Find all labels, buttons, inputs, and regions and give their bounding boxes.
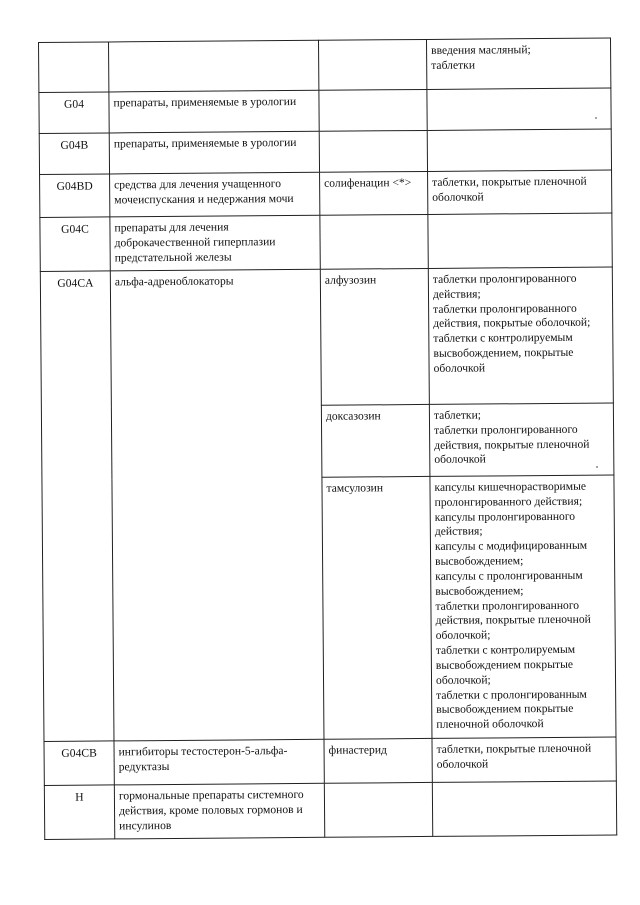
drug-name-cell xyxy=(319,130,427,172)
dosage-form-item: таблетки с пролонгированным высвобождением покрытые пленочной оболочкой xyxy=(436,687,587,732)
drug-name-cell xyxy=(318,39,426,90)
table-row xyxy=(40,170,612,217)
atc-code-cell: G04BD xyxy=(40,174,110,218)
drug-name-cell: финастерид xyxy=(324,738,432,783)
drug-name-cell xyxy=(320,214,428,269)
dosage-form-item: таблетки с контролируемым высвобождением, покрытые оболочкой xyxy=(433,331,574,375)
dosage-forms-cell xyxy=(429,403,614,476)
dosage-forms-cell xyxy=(427,129,611,171)
dosage-form-item: капсулы с модифицированным высвобождением; xyxy=(434,539,588,569)
dosage-forms-cell xyxy=(428,170,612,214)
dosage-forms-cell xyxy=(430,475,616,738)
dosage-forms-cell xyxy=(428,267,613,404)
table-row xyxy=(40,213,612,271)
drug-name-cell: тамсулозин xyxy=(322,476,432,739)
dosage-form-item: капсулы пролонгированного действия; xyxy=(434,509,576,539)
group-cell: средства для лечения учащенного мочеиспускания и недержания мочи xyxy=(110,172,320,217)
group-cell: препараты для лечения доброкачественной гиперплазии предстательной железы xyxy=(110,215,320,271)
dosage-form-item: таблетки пролонгированного действия, покрытые пленочной оболочкой xyxy=(434,422,590,467)
drug-name-cell: доксазозин xyxy=(321,404,430,477)
drug-name-cell xyxy=(324,782,432,837)
dosage-form-item: таблетки, покрытые пленочной оболочкой xyxy=(436,741,592,771)
atc-code-cell: G04C xyxy=(40,217,110,272)
scan-speck xyxy=(596,466,598,468)
drug-name-cell: солифенацин <*> xyxy=(320,171,428,215)
atc-code-cell: G04CB xyxy=(44,741,114,786)
dosage-form-item: капсулы с пролонгированным высвобождением; xyxy=(435,568,583,598)
group-cell: препараты, применяемые в урологии xyxy=(109,131,319,174)
dosage-forms-cell xyxy=(432,737,616,782)
atc-code-cell xyxy=(39,42,109,93)
dosage-forms-cell xyxy=(426,38,610,89)
table-row xyxy=(39,129,611,174)
group-cell: препараты, применяемые в урологии xyxy=(109,90,319,133)
dosage-forms-cell xyxy=(427,88,611,130)
dosage-form-item: капсулы кишечнорастворимые пролонгированного действия; xyxy=(434,479,587,509)
group-cell: гормональные препараты системного действия, кроме половых гормонов и инсулинов xyxy=(114,783,324,839)
table-row xyxy=(40,267,613,407)
dosage-form-item: введения масляный; xyxy=(431,43,531,57)
dosage-form-item: таблетки, покрытые пленочной оболочкой xyxy=(432,174,587,204)
dosage-form-item: таблетки xyxy=(431,58,476,72)
dosage-form-item: таблетки; xyxy=(433,408,482,422)
dosage-forms-cell xyxy=(428,213,612,268)
group-cell xyxy=(109,40,319,92)
table-row xyxy=(44,781,616,839)
drug-classification-table xyxy=(38,37,617,839)
dosage-form-item: таблетки с контролируемым высвобождением покрытые оболочкой; xyxy=(435,642,576,687)
atc-code-cell: G04CA xyxy=(40,271,114,742)
dosage-form-item: таблетки пролонгированного действия, покрытые оболочкой; xyxy=(433,301,591,331)
drug-name-cell xyxy=(319,89,427,131)
scan-speck xyxy=(595,117,597,119)
table-row xyxy=(39,38,611,92)
dosage-form-item: таблетки пролонгированного действия, покрытые пленочной оболочкой; xyxy=(435,598,591,643)
atc-code-cell: H xyxy=(44,785,114,840)
table-row xyxy=(39,88,611,133)
dosage-form-item: таблетки пролонгированного действия; xyxy=(432,271,577,301)
group-cell: альфа-адреноблокаторы xyxy=(110,269,324,741)
table-row xyxy=(44,737,616,785)
atc-code-cell: G04B xyxy=(39,133,109,175)
drug-name-cell: алфузозин xyxy=(320,268,429,405)
group-cell: ингибиторы тестостерон-5-альфа-редуктазы xyxy=(114,739,324,785)
atc-code-cell: G04 xyxy=(39,92,109,134)
dosage-forms-cell xyxy=(432,781,616,836)
